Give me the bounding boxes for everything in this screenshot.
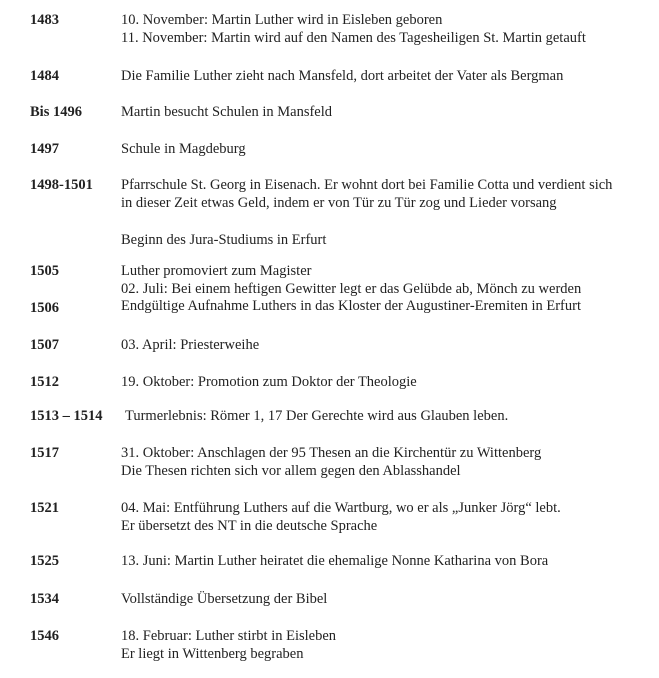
event-text: 19. Oktober: Promotion zum Doktor der Theologie xyxy=(121,374,417,390)
year-label: 1517 xyxy=(30,445,59,461)
event-text: in dieser Zeit etwas Geld, indem er von Tür zu Tür zog und Lieder vorsang xyxy=(121,195,557,211)
event-text: Er übersetzt des NT in die deutsche Sprache xyxy=(121,518,378,534)
year-label: 1505 xyxy=(30,263,59,279)
event-text: Pfarrschule St. Georg in Eisenach. Er wohnt dort bei Familie Cotta und verdient sich xyxy=(121,177,613,193)
year-label: 1483 xyxy=(30,12,59,28)
year-label: 1513 – 1514 xyxy=(30,408,103,424)
event-text: Martin besucht Schulen in Mansfeld xyxy=(121,104,333,120)
year-label: 1507 xyxy=(30,337,59,353)
event-text: 04. Mai: Entführung Luthers auf die Wartburg, wo er als „Junker Jörg“ lebt. xyxy=(121,500,561,516)
event-text: 02. Juli: Bei einem heftigen Gewitter legt er das Gelübde ab, Mönch zu werden xyxy=(121,281,582,297)
event-text: Vollständige Übersetzung der Bibel xyxy=(121,591,328,607)
event-text: 18. Februar: Luther stirbt in Eisleben xyxy=(121,628,337,644)
year-label: 1521 xyxy=(30,500,59,516)
event-text: 03. April: Priesterweihe xyxy=(121,337,260,353)
event-text: 10. November: Martin Luther wird in Eisleben geboren xyxy=(121,12,443,28)
year-label: 1484 xyxy=(30,68,59,84)
year-label: 1497 xyxy=(30,141,59,157)
event-text: Schule in Magdeburg xyxy=(121,141,246,157)
year-label: 1546 xyxy=(30,628,59,644)
year-label: 1506 xyxy=(30,300,59,316)
event-text: 11. November: Martin wird auf den Namen des Tagesheiligen St. Martin getauft xyxy=(121,30,586,46)
event-text: 31. Oktober: Anschlagen der 95 Thesen an die Kirchentür zu Wittenberg xyxy=(121,445,542,461)
year-label: 1512 xyxy=(30,374,59,390)
event-text: Die Familie Luther zieht nach Mansfeld, dort arbeitet der Vater als Bergman xyxy=(121,68,564,84)
year-label: Bis 1496 xyxy=(30,104,82,120)
event-text: Endgültige Aufnahme Luthers in das Kloster der Augustiner-Eremiten in Erfurt xyxy=(121,298,581,314)
year-label: 1525 xyxy=(30,553,59,569)
event-text: 13. Juni: Martin Luther heiratet die ehemalige Nonne Katharina von Bora xyxy=(121,553,549,569)
year-label: 1498-1501 xyxy=(30,177,93,193)
event-text: Luther promoviert zum Magister xyxy=(121,263,312,279)
event-text: Turmerlebnis: Römer 1, 17 Der Gerechte wird aus Glauben leben. xyxy=(125,408,509,424)
event-text: Beginn des Jura-Studiums in Erfurt xyxy=(121,232,327,248)
year-label: 1534 xyxy=(30,591,59,607)
event-text: Er liegt in Wittenberg begraben xyxy=(121,646,304,662)
event-text: Die Thesen richten sich vor allem gegen den Ablasshandel xyxy=(121,463,461,479)
